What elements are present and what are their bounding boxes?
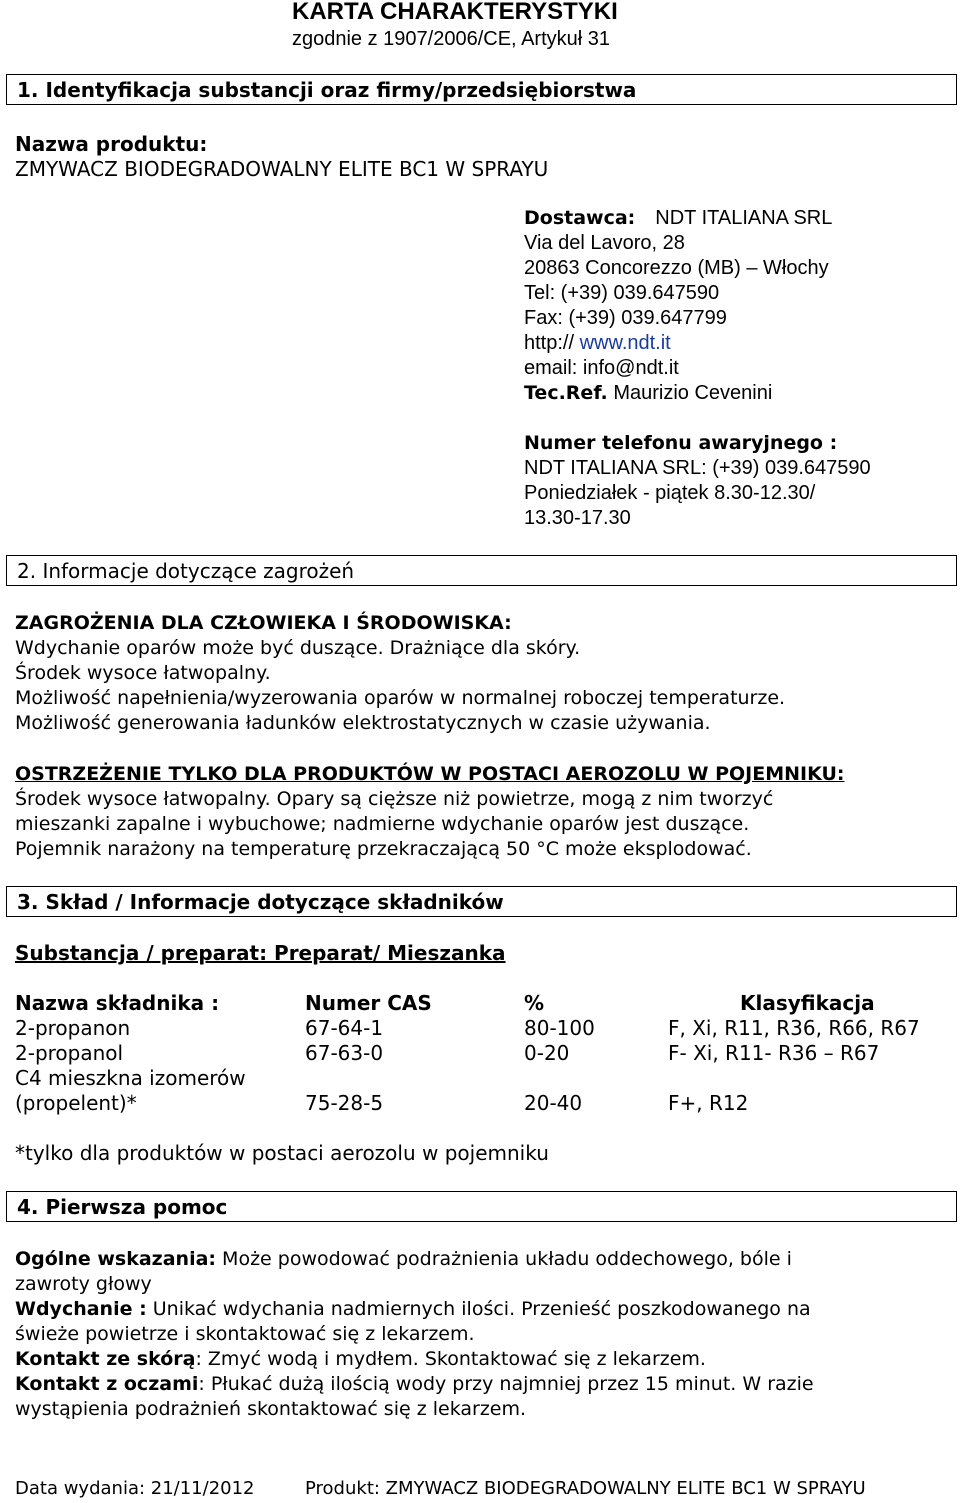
supplier-name-line	[524, 206, 832, 231]
emergency-line-1: NDT ITALIANA SRL: (+39) 039.647590	[524, 457, 871, 479]
table-cell: F- Xi, R11- R36 – R67	[668, 1041, 880, 1065]
section-3-heading: 3. Skład / Informacje dotyczące składników	[17, 890, 504, 914]
general-text-cont: zawroty głowy	[15, 1273, 152, 1295]
skin-label: Kontakt ze skórą	[15, 1348, 196, 1370]
hazard-line: Wdychanie oparów może być duszące. Drażniące dla skóry.	[15, 637, 581, 659]
column-header-name: Nazwa składnika :	[15, 991, 220, 1015]
table-cell: 67-63-0	[305, 1041, 384, 1065]
inhalation-text-cont: świeże powietrze i skontaktować się z lekarzem.	[15, 1323, 475, 1345]
aerosol-warning-title: OSTRZEŻENIE TYLKO DLA PRODUKTÓW W POSTACI AEROZOLU W POJEMNIKU:	[15, 763, 845, 785]
eyes-text-cont: wystąpienia podrażnień skontaktować się z lekarzem.	[15, 1398, 527, 1420]
website-link[interactable]: www.ndt.it	[579, 332, 671, 354]
section-2-header-box	[6, 555, 957, 586]
table-cell: 20-40	[524, 1091, 583, 1115]
first-aid-eyes	[15, 1372, 814, 1397]
substance-label: Substancja / preparat: Preparat/ Mieszanka	[15, 941, 506, 965]
product-name: ZMYWACZ BIODEGRADOWALNY ELITE BC1 W SPRAYU	[15, 157, 549, 181]
product-label: Nazwa produktu:	[15, 132, 208, 156]
hazard-title: ZAGROŻENIA DLA CZŁOWIEKA I ŚRODOWISKA:	[15, 612, 512, 634]
footer-product: Produkt: ZMYWACZ BIODEGRADOWALNY ELITE BC1 W SPRAYU	[305, 1478, 866, 1499]
supplier-street: Via del Lavoro, 28	[524, 232, 685, 254]
table-footnote: *tylko dla produktów w postaci aerozolu w pojemniku	[15, 1141, 549, 1165]
supplier-email: email: info@ndt.it	[524, 357, 679, 379]
emergency-line-2: Poniedziałek - piątek 8.30-12.30/	[524, 482, 816, 504]
section-4-header-box	[6, 1191, 957, 1222]
column-header-cas: Numer CAS	[305, 991, 432, 1015]
supplier-web-line	[524, 331, 671, 356]
warning-line: mieszanki zapalne i wybuchowe; nadmierne wdychanie oparów jest duszące.	[15, 813, 750, 835]
document-title: KARTA CHARAKTERYSTYKI	[292, 0, 618, 25]
column-header-classification: Klasyfikacja	[740, 991, 875, 1015]
tecref-label: Tec.Ref.	[524, 382, 608, 404]
supplier-city: 20863 Concorezzo (MB) – Włochy	[524, 257, 829, 279]
section-3-header-box	[6, 886, 957, 917]
warning-line: Pojemnik narażony na temperaturę przekraczającą 50 °C może eksplodować.	[15, 838, 752, 860]
column-header-percent: %	[524, 991, 545, 1015]
supplier-name: NDT ITALIANA SRL	[655, 207, 833, 229]
warning-line: Środek wysoce łatwopalny. Opary są cięższe niż powietrze, mogą z nim tworzyć	[15, 788, 774, 810]
table-cell: 2-propanon	[15, 1016, 131, 1040]
eyes-label: Kontakt z oczami	[15, 1373, 199, 1395]
section-1-header-box	[6, 74, 957, 105]
table-cell: 67-64-1	[305, 1016, 384, 1040]
hazard-line: Możliwość napełnienia/wyzerowania oparów w normalnej roboczej temperaturze.	[15, 687, 786, 709]
hazard-line: Środek wysoce łatwopalny.	[15, 662, 271, 684]
table-cell: (propelent)*	[15, 1091, 137, 1115]
supplier-fax: Fax: (+39) 039.647799	[524, 307, 727, 329]
supplier-tel: Tel: (+39) 039.647590	[524, 282, 720, 304]
emergency-label: Numer telefonu awaryjnego :	[524, 432, 838, 454]
web-prefix: http://	[524, 332, 580, 354]
table-cell: 80-100	[524, 1016, 595, 1040]
table-cell: C4 mieszkna izomerów	[15, 1066, 246, 1090]
hazard-line: Możliwość generowania ładunków elektrostatycznych w czasie używania.	[15, 712, 711, 734]
table-cell: 75-28-5	[305, 1091, 384, 1115]
general-label: Ogólne wskazania:	[15, 1248, 217, 1270]
section-2-heading: 2. Informacje dotyczące zagrożeń	[17, 559, 355, 583]
first-aid-inhalation	[15, 1297, 811, 1322]
emergency-line-3: 13.30-17.30	[524, 507, 631, 529]
first-aid-skin	[15, 1347, 706, 1372]
eyes-text: : Płukać dużą ilością wody przy najmniej przez 15 minut. W razie	[198, 1373, 814, 1395]
section-4-heading: 4. Pierwsza pomoc	[17, 1195, 228, 1219]
table-cell: F, Xi, R11, R36, R66, R67	[668, 1016, 920, 1040]
inhalation-text: Unikać wdychania nadmiernych ilości. Przenieść poszkodowanego na	[146, 1298, 811, 1320]
skin-text: : Zmyć wodą i mydłem. Skontaktować się z lekarzem.	[195, 1348, 706, 1370]
general-text: Może powodować podrażnienia układu oddechowego, bóle i	[216, 1248, 792, 1270]
supplier-label: Dostawca:	[524, 207, 636, 229]
first-aid-general	[15, 1247, 792, 1272]
inhalation-label: Wdychanie :	[15, 1298, 147, 1320]
table-cell: 2-propanol	[15, 1041, 124, 1065]
table-cell: F+, R12	[668, 1091, 749, 1115]
section-1-heading: 1. Identyfikacja substancji oraz firmy/przedsiębiorstwa	[17, 78, 637, 102]
table-cell: 0-20	[524, 1041, 570, 1065]
tecref-name: Maurizio Cevenini	[613, 382, 773, 404]
tecref-line	[524, 381, 772, 406]
document-subtitle: zgodnie z 1907/2006/CE, Artykuł 31	[292, 28, 610, 50]
footer-date: Data wydania: 21/11/2012	[15, 1478, 255, 1499]
